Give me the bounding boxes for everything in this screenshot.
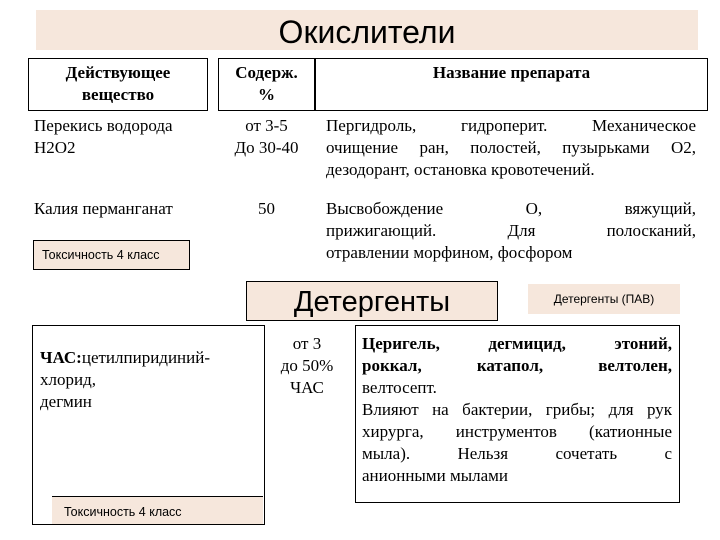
row2-content: 50 bbox=[258, 199, 275, 218]
detergents-preparation: Церигель, дегмицид, этоний, роккал, катапол, велтолен, велтосепт. Влияют на бактерии, грибы; для рук хирурга, инструментов (катионные мыла). Нельзя сочетать с анионными мылами bbox=[362, 334, 672, 485]
header-preparation: Название препарата bbox=[432, 63, 591, 82]
detergents-title: Детергенты bbox=[293, 286, 451, 318]
row1-preparation: Пергидроль, гидроперит. Механическое очищение ран, полостей, пузырьками О2, дезодорант, остановка кровотечений. bbox=[326, 116, 696, 179]
toxicity-badge-oxidizers: Токсичность 4 класс bbox=[33, 240, 190, 270]
toxicity-badge-detergents: Токсичность 4 класс bbox=[52, 496, 263, 524]
detergents-tag: Детергенты (ПАВ) bbox=[528, 284, 680, 314]
row1-content: от 3-5 До 30-40 bbox=[234, 116, 299, 157]
row2-preparation: Высвобождение О, вяжущий, прижигающий. Для полосканий, отравлении морфином, фосфором bbox=[326, 199, 696, 262]
row1-substance: Перекись водорода Н2О2 bbox=[34, 116, 173, 157]
detergents-content: от 3 до 50% ЧАС bbox=[280, 334, 334, 397]
header-content: Содерж. % bbox=[235, 63, 298, 104]
detergents-substance: ЧАС:цетилпиридиний- хлорид, дегмин bbox=[40, 348, 211, 411]
row2-substance: Калия перманганат bbox=[34, 199, 173, 218]
page-title: Окислители bbox=[278, 14, 456, 50]
header-substance: Действующее вещество bbox=[65, 63, 171, 104]
